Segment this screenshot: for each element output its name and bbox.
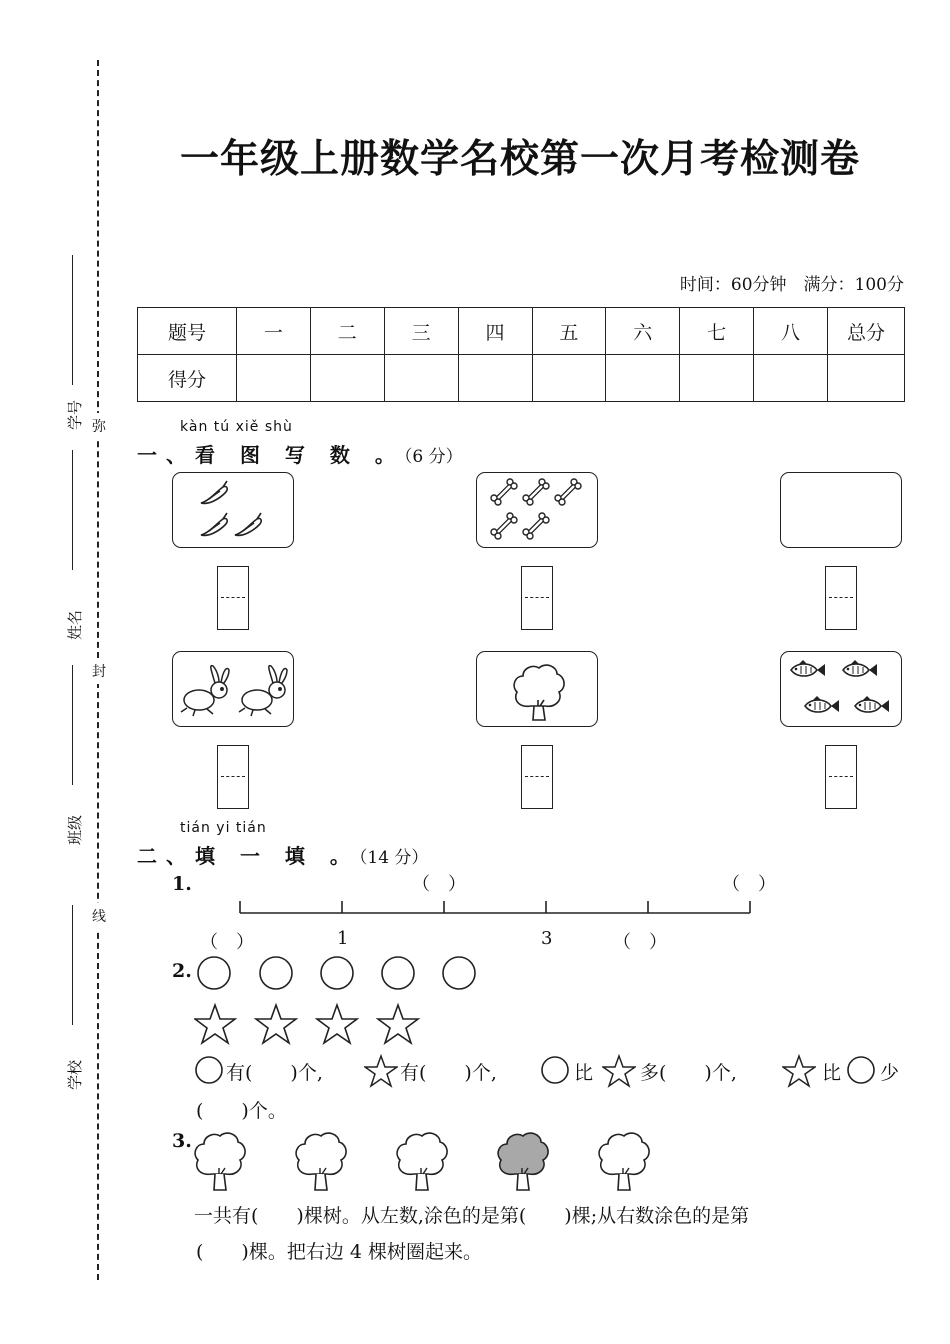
- circle-row: [196, 954, 486, 994]
- circle-icon: [198, 957, 230, 989]
- number-line-blank-bottom-2[interactable]: （ ）: [613, 932, 667, 953]
- section2-points: （14 分）: [358, 848, 429, 868]
- tree-icon: [195, 1133, 245, 1190]
- score-header-cell: 一: [237, 308, 311, 355]
- circle-icon: [382, 957, 414, 989]
- q3-line-2: ( )棵。把右边 4 棵树圈起来。: [196, 1241, 482, 1263]
- school-underline: [72, 905, 73, 1025]
- star-icon: [195, 1005, 235, 1043]
- number-line-blank-top-2[interactable]: （ ）: [722, 874, 776, 895]
- q2-text-2: 有( )个,: [400, 1062, 497, 1084]
- score-table-header-row: [138, 308, 905, 355]
- number-line-label-1: 1: [337, 928, 349, 949]
- answer-cell[interactable]: [825, 745, 857, 809]
- star-icon: [364, 1054, 398, 1088]
- answer-cell[interactable]: [521, 745, 553, 809]
- seal-char-feng: 封: [90, 658, 108, 684]
- score-header-cell: 总分: [828, 308, 905, 355]
- section1-heading-text: 一、看 图 写 数 。: [137, 443, 404, 467]
- tree-row: [190, 1128, 670, 1196]
- score-header-cell: 二: [310, 308, 384, 355]
- student-id-label: 学号: [66, 399, 84, 430]
- section2-heading-text: 二、填 一 填 。: [137, 844, 359, 868]
- score-cell[interactable]: [680, 355, 754, 402]
- circle-icon: [260, 957, 292, 989]
- answer-cell[interactable]: [217, 745, 249, 809]
- score-header-cell: 六: [606, 308, 680, 355]
- section1-points: （6 分）: [403, 447, 463, 467]
- q2-number: 2.: [172, 960, 192, 982]
- score-table: [137, 307, 905, 402]
- picture-box-fish: [780, 651, 902, 727]
- answer-cell[interactable]: [521, 566, 553, 630]
- score-cell[interactable]: [828, 355, 905, 402]
- score-row-label: 得分: [138, 355, 237, 402]
- class-underline: [72, 665, 73, 785]
- picture-box-empty: [780, 472, 902, 548]
- seal-char-xian: 线: [90, 903, 108, 929]
- section1-pinyin: kàn tú xiě shù: [180, 419, 293, 435]
- tree-icon: [397, 1133, 447, 1190]
- tree-icon: [296, 1133, 346, 1190]
- number-line-label-3: 3: [541, 928, 553, 949]
- circle-icon: [321, 957, 353, 989]
- number-line: [230, 896, 760, 920]
- picture-box-peppers: [172, 472, 294, 548]
- page-title: 一年级上册数学名校第一次月考检测卷: [179, 137, 860, 182]
- star-icon: [317, 1005, 357, 1043]
- score-header-cell: 七: [680, 308, 754, 355]
- picture-box-tree: [476, 651, 598, 727]
- school-label: 学校: [66, 1059, 84, 1090]
- q2-text-1: 有( )个,: [226, 1062, 323, 1084]
- exam-meta: 时间：60分钟 满分：100分: [679, 275, 904, 295]
- score-cell[interactable]: [754, 355, 828, 402]
- answer-cell[interactable]: [217, 566, 249, 630]
- q2-text-5: 比: [822, 1062, 842, 1084]
- number-line-blank-top-1[interactable]: （ ）: [412, 874, 466, 895]
- student-id-underline: [72, 255, 73, 385]
- rabbit-icon: [173, 652, 293, 726]
- score-header-cell: 题号: [138, 308, 237, 355]
- tree-icon: [599, 1133, 649, 1190]
- section2-heading: [137, 840, 428, 869]
- class-label: 班级: [66, 814, 84, 845]
- score-cell[interactable]: [532, 355, 606, 402]
- star-icon: [378, 1005, 418, 1043]
- pepper-icon: [173, 473, 293, 547]
- score-cell[interactable]: [310, 355, 384, 402]
- score-cell[interactable]: [384, 355, 458, 402]
- q2-text-7: ( )个。: [196, 1100, 287, 1122]
- star-icon: [256, 1005, 296, 1043]
- score-table-score-row: [138, 355, 905, 402]
- q2-text-3: 比: [574, 1062, 594, 1084]
- circle-icon: [443, 957, 475, 989]
- q2-text-6: 少: [880, 1062, 900, 1084]
- bone-icon: [477, 473, 597, 547]
- score-cell[interactable]: [458, 355, 532, 402]
- score-header-cell: 五: [532, 308, 606, 355]
- answer-cell[interactable]: [825, 566, 857, 630]
- tree-icon: [477, 652, 597, 726]
- name-label: 姓名: [66, 609, 84, 640]
- picture-box-rabbits: [172, 651, 294, 727]
- star-row: [194, 1002, 424, 1046]
- star-icon: [782, 1054, 816, 1088]
- star-icon: [602, 1054, 636, 1088]
- section2-pinyin: tián yi tián: [180, 820, 267, 836]
- score-header-cell: 四: [458, 308, 532, 355]
- picture-box-bones: [476, 472, 598, 548]
- name-underline: [72, 450, 73, 570]
- section1-heading: [137, 439, 463, 468]
- q2-text-4: 多( )个,: [640, 1062, 737, 1084]
- circle-icon: [194, 1054, 226, 1086]
- q3-number: 3.: [172, 1130, 192, 1152]
- score-cell[interactable]: [237, 355, 311, 402]
- q3-line-1: 一共有( )棵树。从左数,涂色的是第( )棵;从右数涂色的是第: [194, 1205, 750, 1227]
- circle-icon: [846, 1054, 878, 1086]
- q1-number: 1.: [172, 873, 192, 895]
- score-cell[interactable]: [606, 355, 680, 402]
- seal-char-mi: 弥: [90, 413, 108, 439]
- score-header-cell: 八: [754, 308, 828, 355]
- circle-icon: [540, 1054, 572, 1086]
- score-header-cell: 三: [384, 308, 458, 355]
- fish-icon: [781, 652, 901, 726]
- number-line-blank-bottom-1[interactable]: （ ）: [200, 932, 254, 953]
- tree-icon-shaded: [498, 1133, 548, 1190]
